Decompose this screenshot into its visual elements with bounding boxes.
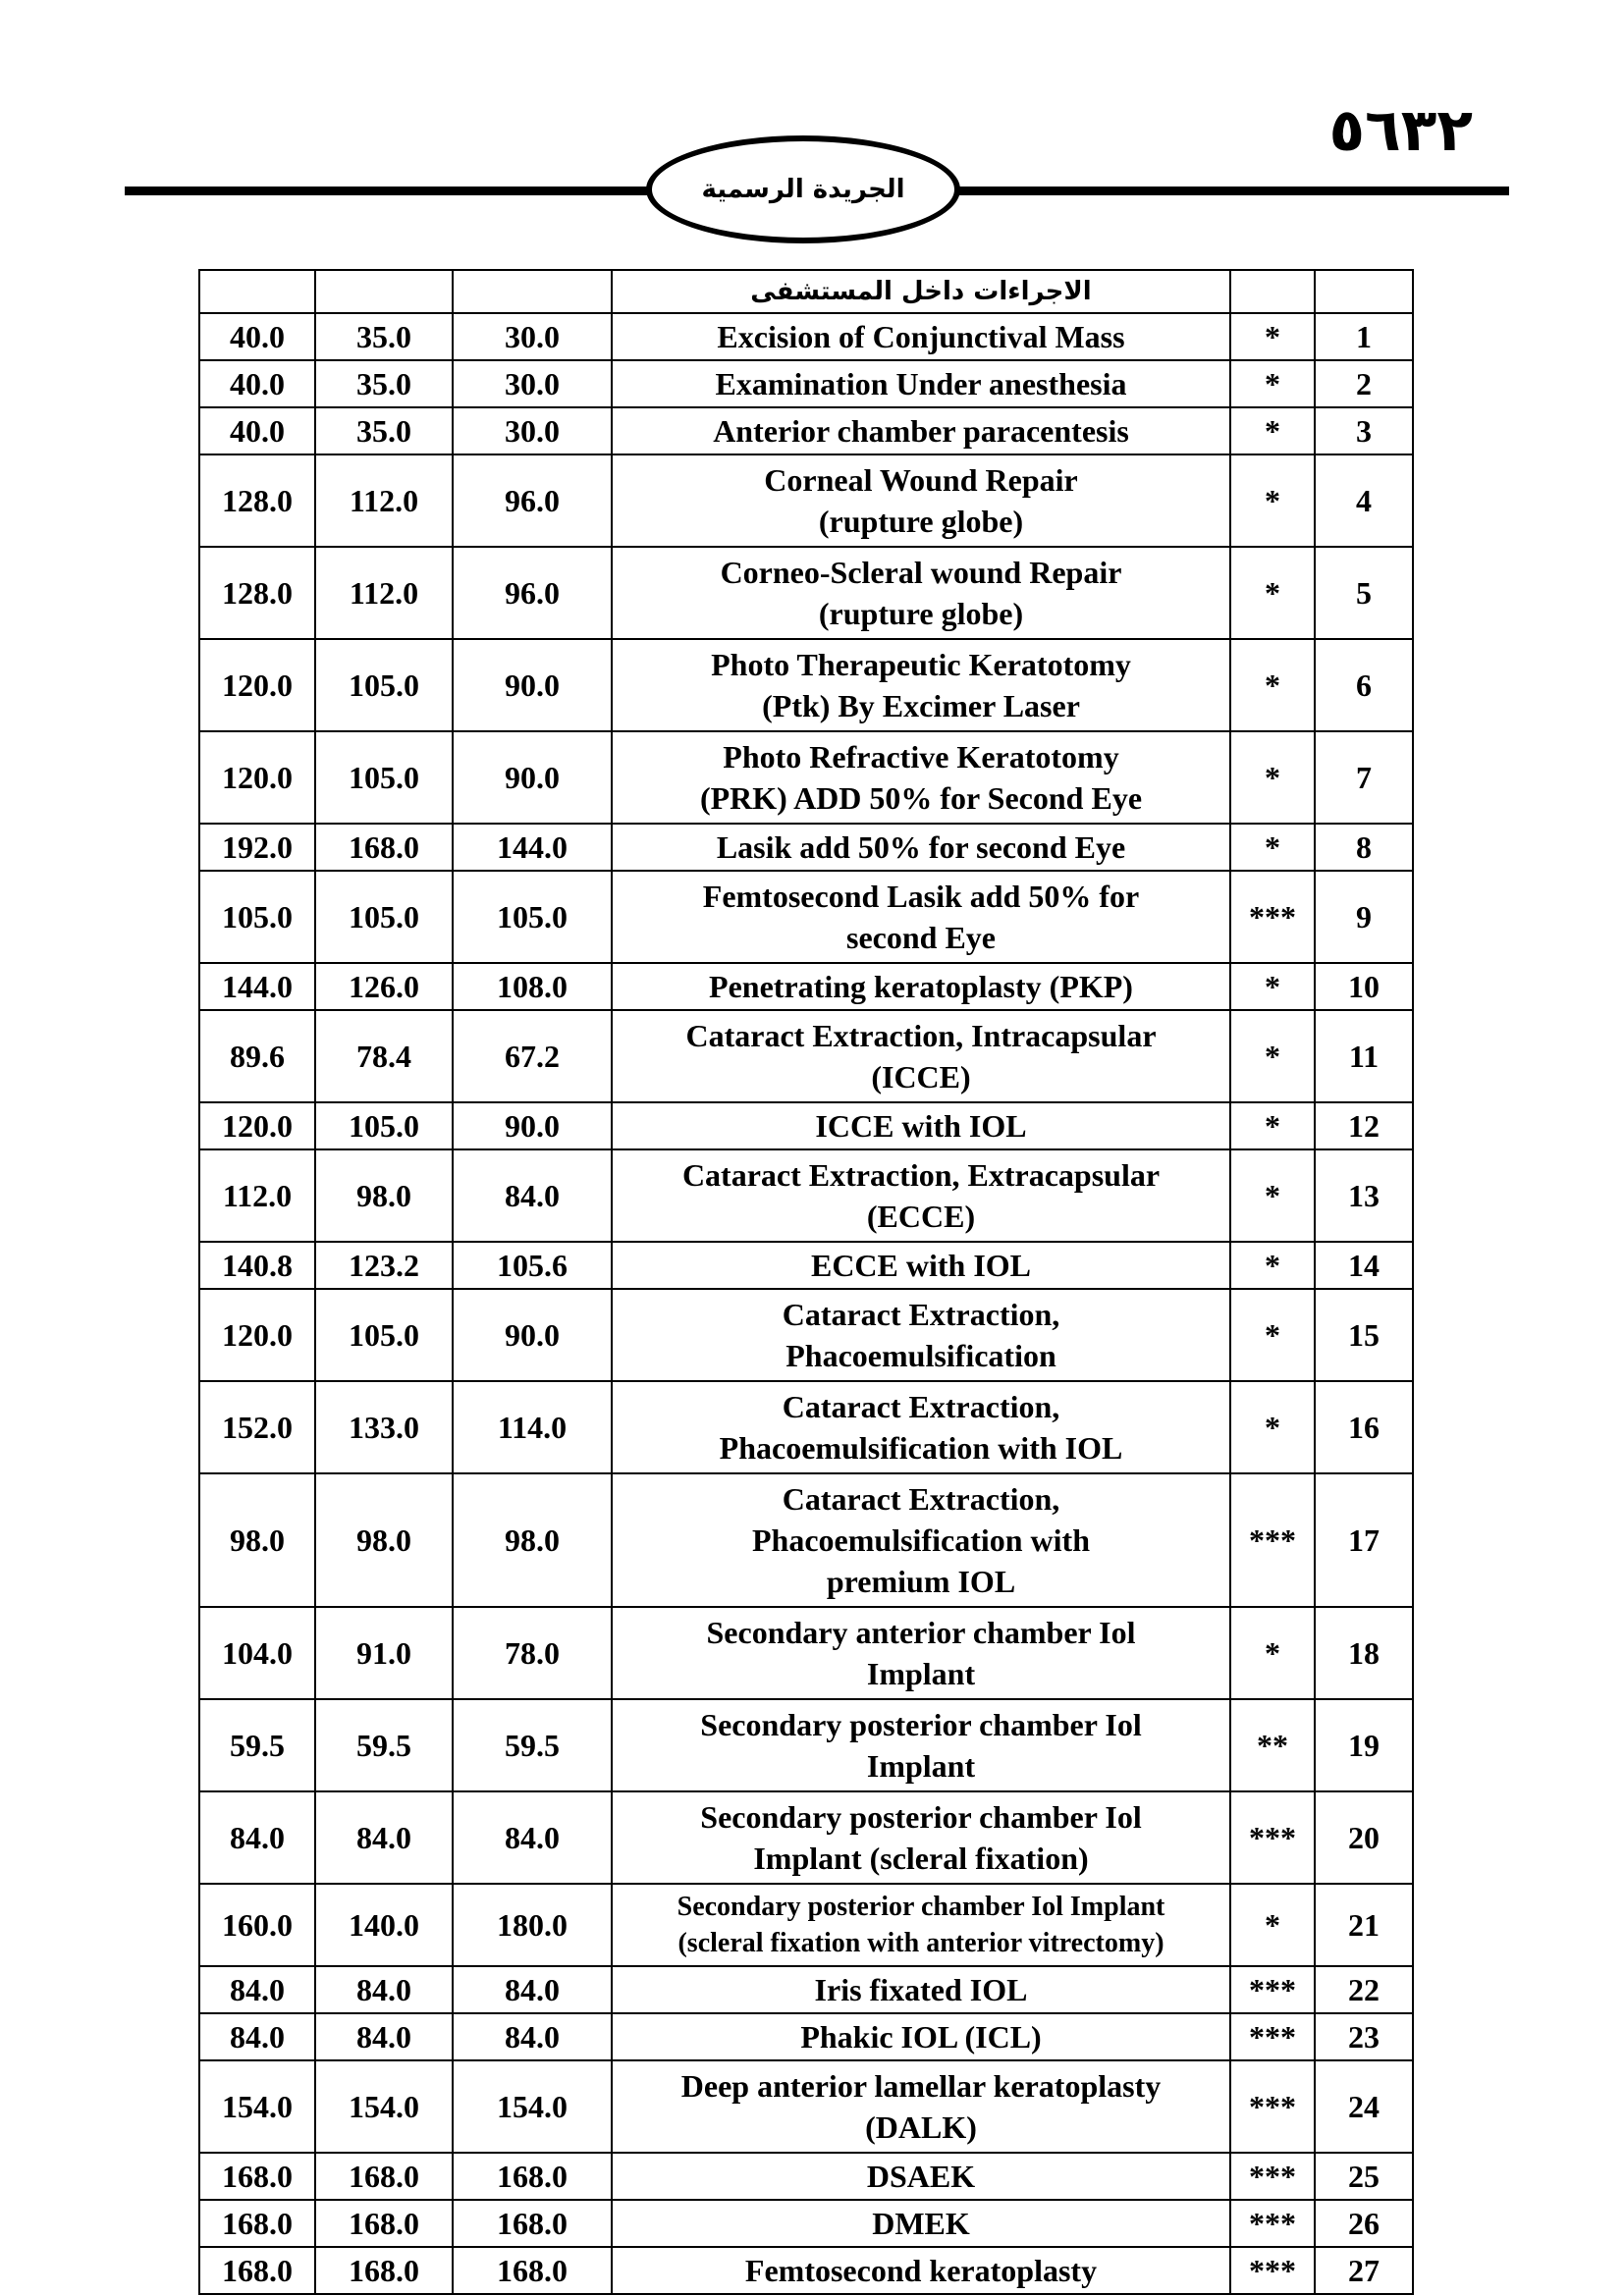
procedure-line: Implant bbox=[866, 1656, 976, 1691]
mark-cell: *** bbox=[1230, 1473, 1315, 1607]
page-number: ٥٦٣٢ bbox=[1328, 96, 1473, 165]
fee-cell-2: 168.0 bbox=[315, 824, 453, 871]
mark-cell: * bbox=[1230, 313, 1315, 360]
fee-cell-1: 90.0 bbox=[453, 1102, 612, 1149]
header-oval bbox=[646, 135, 960, 243]
procedure-line: Penetrating keratoplasty (PKP) bbox=[709, 969, 1133, 1004]
header-cell-empty bbox=[315, 270, 453, 313]
table-header-row bbox=[199, 270, 1413, 313]
mark-cell: *** bbox=[1230, 871, 1315, 963]
fee-cell-2: 84.0 bbox=[315, 1966, 453, 2013]
procedure-cell bbox=[612, 454, 1230, 547]
procedure-line: Phacoemulsification bbox=[785, 1338, 1056, 1373]
procedure-line: Excision of Conjunctival Mass bbox=[717, 319, 1125, 354]
mark-cell: * bbox=[1230, 547, 1315, 639]
procedure-cell bbox=[612, 1102, 1230, 1149]
fee-cell-1: 154.0 bbox=[453, 2060, 612, 2153]
newspaper-title: الجريدة الرسمية bbox=[701, 175, 905, 204]
fee-cell-3: 89.6 bbox=[199, 1010, 315, 1102]
procedure-cell bbox=[612, 1966, 1230, 2013]
procedure-line: (rupture globe) bbox=[818, 596, 1024, 631]
fee-cell-1: 30.0 bbox=[453, 313, 612, 360]
mark-cell: * bbox=[1230, 360, 1315, 407]
procedure-line: Secondary anterior chamber Iol bbox=[706, 1615, 1136, 1650]
fee-cell-2: 123.2 bbox=[315, 1242, 453, 1289]
procedure-line: (DALK) bbox=[865, 2109, 977, 2145]
procedure-line: Cataract Extraction, Extracapsular bbox=[681, 1157, 1161, 1193]
procedure-cell bbox=[612, 871, 1230, 963]
mark-cell: * bbox=[1230, 454, 1315, 547]
fee-cell-2: 35.0 bbox=[315, 360, 453, 407]
table-row bbox=[199, 1607, 1413, 1699]
table-row bbox=[199, 1242, 1413, 1289]
procedure-cell bbox=[612, 824, 1230, 871]
procedure-cell bbox=[612, 1791, 1230, 1884]
procedure-line: DMEK bbox=[872, 2206, 970, 2241]
row-number-cell: 18 bbox=[1315, 1607, 1413, 1699]
procedure-cell bbox=[612, 731, 1230, 824]
procedure-line: Lasik add 50% for second Eye bbox=[716, 829, 1126, 865]
fee-cell-1: 105.6 bbox=[453, 1242, 612, 1289]
row-number-cell: 25 bbox=[1315, 2153, 1413, 2200]
fee-cell-2: 84.0 bbox=[315, 2013, 453, 2060]
fee-cell-3: 105.0 bbox=[199, 871, 315, 963]
procedure-line: Iris fixated IOL bbox=[814, 1972, 1028, 2007]
row-number-cell: 21 bbox=[1315, 1884, 1413, 1966]
procedure-line: Photo Therapeutic Keratotomy bbox=[711, 647, 1131, 682]
fee-cell-3: 140.8 bbox=[199, 1242, 315, 1289]
table-row bbox=[199, 1699, 1413, 1791]
procedure-cell bbox=[612, 1289, 1230, 1381]
procedure-line: Cataract Extraction, bbox=[782, 1297, 1060, 1332]
procedure-line: Femtosecond Lasik add 50% for bbox=[702, 879, 1140, 914]
fee-cell-3: 128.0 bbox=[199, 547, 315, 639]
table-row bbox=[199, 824, 1413, 871]
table-row bbox=[199, 731, 1413, 824]
fee-cell-3: 120.0 bbox=[199, 1289, 315, 1381]
mark-cell: * bbox=[1230, 1010, 1315, 1102]
row-number-cell: 17 bbox=[1315, 1473, 1413, 1607]
procedure-line: Secondary posterior chamber Iol bbox=[700, 1799, 1142, 1835]
fee-cell-3: 84.0 bbox=[199, 1966, 315, 2013]
row-number-cell: 23 bbox=[1315, 2013, 1413, 2060]
fee-cell-1: 30.0 bbox=[453, 360, 612, 407]
fee-cell-1: 90.0 bbox=[453, 731, 612, 824]
row-number-cell: 12 bbox=[1315, 1102, 1413, 1149]
fee-cell-1: 180.0 bbox=[453, 1884, 612, 1966]
fee-cell-3: 40.0 bbox=[199, 360, 315, 407]
fee-cell-3: 128.0 bbox=[199, 454, 315, 547]
header-cell-empty bbox=[453, 270, 612, 313]
fee-cell-3: 104.0 bbox=[199, 1607, 315, 1699]
table-row bbox=[199, 547, 1413, 639]
row-number-cell: 26 bbox=[1315, 2200, 1413, 2247]
fee-cell-2: 84.0 bbox=[315, 1791, 453, 1884]
row-number-cell: 13 bbox=[1315, 1149, 1413, 1242]
fee-cell-1: 98.0 bbox=[453, 1473, 612, 1607]
row-number-cell: 8 bbox=[1315, 824, 1413, 871]
fee-cell-3: 120.0 bbox=[199, 731, 315, 824]
table-row bbox=[199, 1381, 1413, 1473]
fee-cell-1: 144.0 bbox=[453, 824, 612, 871]
fee-cell-1: 84.0 bbox=[453, 1966, 612, 2013]
procedure-line: (rupture globe) bbox=[818, 504, 1024, 539]
procedure-cell bbox=[612, 2200, 1230, 2247]
row-number-cell: 3 bbox=[1315, 407, 1413, 454]
mark-cell: * bbox=[1230, 1884, 1315, 1966]
mark-cell: * bbox=[1230, 1381, 1315, 1473]
fee-cell-2: 112.0 bbox=[315, 454, 453, 547]
mark-cell: *** bbox=[1230, 1966, 1315, 2013]
procedure-cell bbox=[612, 1607, 1230, 1699]
fee-cell-1: 84.0 bbox=[453, 1149, 612, 1242]
fee-cell-1: 108.0 bbox=[453, 963, 612, 1010]
table-row bbox=[199, 360, 1413, 407]
fee-cell-2: 133.0 bbox=[315, 1381, 453, 1473]
table-row bbox=[199, 313, 1413, 360]
procedure-line: Deep anterior lamellar keratoplasty bbox=[680, 2068, 1162, 2104]
mark-cell: * bbox=[1230, 824, 1315, 871]
fee-cell-1: 90.0 bbox=[453, 639, 612, 731]
procedure-cell bbox=[612, 2153, 1230, 2200]
procedure-line: Secondary posterior chamber Iol bbox=[700, 1707, 1142, 1742]
procedure-cell bbox=[612, 1884, 1230, 1966]
mark-cell: *** bbox=[1230, 2153, 1315, 2200]
procedure-line: Corneal Wound Repair bbox=[764, 462, 1078, 498]
fee-cell-2: 105.0 bbox=[315, 639, 453, 731]
row-number-cell: 20 bbox=[1315, 1791, 1413, 1884]
row-number-cell: 22 bbox=[1315, 1966, 1413, 2013]
fee-cell-2: 105.0 bbox=[315, 1289, 453, 1381]
procedure-line: Implant (scleral fixation) bbox=[753, 1841, 1089, 1876]
procedure-line: Secondary posterior chamber Iol Implant bbox=[677, 1892, 1165, 1922]
fee-cell-3: 168.0 bbox=[199, 2200, 315, 2247]
fee-cell-3: 120.0 bbox=[199, 1102, 315, 1149]
mark-cell: *** bbox=[1230, 2060, 1315, 2153]
procedure-cell bbox=[612, 313, 1230, 360]
mark-cell: *** bbox=[1230, 2200, 1315, 2247]
fee-cell-2: 105.0 bbox=[315, 731, 453, 824]
fee-cell-1: 168.0 bbox=[453, 2200, 612, 2247]
fee-cell-1: 84.0 bbox=[453, 1791, 612, 1884]
section-title: الاجراءات داخل المستشفى bbox=[612, 270, 1230, 313]
procedure-line: (ICCE) bbox=[871, 1059, 971, 1095]
fee-cell-3: 40.0 bbox=[199, 407, 315, 454]
table-row bbox=[199, 2153, 1413, 2200]
fee-cell-2: 91.0 bbox=[315, 1607, 453, 1699]
fee-cell-3: 144.0 bbox=[199, 963, 315, 1010]
procedure-cell bbox=[612, 1010, 1230, 1102]
table-row bbox=[199, 2200, 1413, 2247]
table-row bbox=[199, 1102, 1413, 1149]
fee-cell-2: 154.0 bbox=[315, 2060, 453, 2153]
mark-cell: * bbox=[1230, 407, 1315, 454]
fee-cell-3: 168.0 bbox=[199, 2247, 315, 2294]
procedure-line: Phacoemulsification with IOL bbox=[719, 1430, 1123, 1466]
fee-cell-2: 105.0 bbox=[315, 1102, 453, 1149]
fee-cell-2: 59.5 bbox=[315, 1699, 453, 1791]
row-number-cell: 6 bbox=[1315, 639, 1413, 731]
procedure-line: premium IOL bbox=[826, 1564, 1016, 1599]
fee-cell-3: 59.5 bbox=[199, 1699, 315, 1791]
row-number-cell: 5 bbox=[1315, 547, 1413, 639]
fee-cell-1: 90.0 bbox=[453, 1289, 612, 1381]
table-row bbox=[199, 871, 1413, 963]
procedure-line: Phacoemulsification with bbox=[752, 1522, 1090, 1558]
fee-cell-3: 192.0 bbox=[199, 824, 315, 871]
procedure-line: Corneo-Scleral wound Repair bbox=[720, 555, 1122, 590]
fee-cell-3: 168.0 bbox=[199, 2153, 315, 2200]
fee-cell-1: 96.0 bbox=[453, 454, 612, 547]
fee-cell-1: 84.0 bbox=[453, 2013, 612, 2060]
table-row bbox=[199, 1473, 1413, 1607]
fee-cell-3: 112.0 bbox=[199, 1149, 315, 1242]
table-row bbox=[199, 1149, 1413, 1242]
header-cell-empty bbox=[1230, 270, 1315, 313]
fee-cell-1: 78.0 bbox=[453, 1607, 612, 1699]
row-number-cell: 2 bbox=[1315, 360, 1413, 407]
fee-cell-1: 105.0 bbox=[453, 871, 612, 963]
table-row bbox=[199, 1010, 1413, 1102]
procedure-line: (scleral fixation with anterior vitrectomy) bbox=[677, 1928, 1164, 1958]
fee-cell-2: 35.0 bbox=[315, 313, 453, 360]
fee-cell-2: 98.0 bbox=[315, 1149, 453, 1242]
table-row bbox=[199, 454, 1413, 547]
fee-cell-3: 152.0 bbox=[199, 1381, 315, 1473]
mark-cell: *** bbox=[1230, 1791, 1315, 1884]
procedure-line: Anterior chamber paracentesis bbox=[713, 413, 1129, 449]
fee-cell-3: 98.0 bbox=[199, 1473, 315, 1607]
procedure-line: Cataract Extraction, Intracapsular bbox=[685, 1018, 1157, 1053]
procedure-line: Cataract Extraction, bbox=[782, 1389, 1060, 1424]
row-number-cell: 10 bbox=[1315, 963, 1413, 1010]
table-row bbox=[199, 1884, 1413, 1966]
mark-cell: *** bbox=[1230, 2247, 1315, 2294]
procedure-cell bbox=[612, 1242, 1230, 1289]
table-row bbox=[199, 639, 1413, 731]
fee-cell-2: 140.0 bbox=[315, 1884, 453, 1966]
row-number-cell: 15 bbox=[1315, 1289, 1413, 1381]
procedure-line: Implant bbox=[866, 1748, 976, 1784]
procedure-line: (Ptk) By Excimer Laser bbox=[762, 688, 1080, 723]
table-row bbox=[199, 2247, 1413, 2294]
procedure-cell bbox=[612, 2060, 1230, 2153]
fee-cell-1: 114.0 bbox=[453, 1381, 612, 1473]
mark-cell: * bbox=[1230, 731, 1315, 824]
procedure-cell bbox=[612, 1381, 1230, 1473]
mark-cell: ** bbox=[1230, 1699, 1315, 1791]
fee-cell-2: 112.0 bbox=[315, 547, 453, 639]
procedure-line: ECCE with IOL bbox=[810, 1248, 1032, 1283]
row-number-cell: 14 bbox=[1315, 1242, 1413, 1289]
procedure-cell bbox=[612, 360, 1230, 407]
procedure-cell bbox=[612, 547, 1230, 639]
fee-cell-1: 168.0 bbox=[453, 2247, 612, 2294]
procedure-cell bbox=[612, 2247, 1230, 2294]
row-number-cell: 19 bbox=[1315, 1699, 1413, 1791]
fee-cell-3: 154.0 bbox=[199, 2060, 315, 2153]
procedure-cell bbox=[612, 1149, 1230, 1242]
row-number-cell: 11 bbox=[1315, 1010, 1413, 1102]
procedure-line: (ECCE) bbox=[866, 1199, 976, 1234]
fee-cell-2: 98.0 bbox=[315, 1473, 453, 1607]
fee-cell-3: 160.0 bbox=[199, 1884, 315, 1966]
table-row bbox=[199, 1791, 1413, 1884]
fee-cell-3: 120.0 bbox=[199, 639, 315, 731]
fee-cell-1: 67.2 bbox=[453, 1010, 612, 1102]
fee-cell-2: 78.4 bbox=[315, 1010, 453, 1102]
procedure-cell bbox=[612, 639, 1230, 731]
mark-cell: * bbox=[1230, 639, 1315, 731]
mark-cell: * bbox=[1230, 963, 1315, 1010]
procedure-cell bbox=[612, 1473, 1230, 1607]
mark-cell: * bbox=[1230, 1149, 1315, 1242]
mark-cell: * bbox=[1230, 1242, 1315, 1289]
procedures-fee-table bbox=[198, 269, 1414, 2295]
fee-cell-3: 40.0 bbox=[199, 313, 315, 360]
row-number-cell: 1 bbox=[1315, 313, 1413, 360]
row-number-cell: 9 bbox=[1315, 871, 1413, 963]
fee-cell-2: 105.0 bbox=[315, 871, 453, 963]
fee-cell-2: 168.0 bbox=[315, 2247, 453, 2294]
mark-cell: * bbox=[1230, 1289, 1315, 1381]
row-number-cell: 27 bbox=[1315, 2247, 1413, 2294]
header-cell-empty bbox=[199, 270, 315, 313]
mark-cell: *** bbox=[1230, 2013, 1315, 2060]
row-number-cell: 4 bbox=[1315, 454, 1413, 547]
mark-cell: * bbox=[1230, 1607, 1315, 1699]
procedure-cell bbox=[612, 2013, 1230, 2060]
mark-cell: * bbox=[1230, 1102, 1315, 1149]
procedure-cell bbox=[612, 1699, 1230, 1791]
row-number-cell: 16 bbox=[1315, 1381, 1413, 1473]
procedure-cell bbox=[612, 407, 1230, 454]
procedure-line: Cataract Extraction, bbox=[782, 1481, 1060, 1517]
fee-cell-1: 59.5 bbox=[453, 1699, 612, 1791]
fee-cell-3: 84.0 bbox=[199, 1791, 315, 1884]
procedure-line: Femtosecond keratoplasty bbox=[744, 2253, 1098, 2288]
procedure-line: DSAEK bbox=[866, 2159, 976, 2194]
table-row bbox=[199, 1966, 1413, 2013]
fee-cell-3: 84.0 bbox=[199, 2013, 315, 2060]
procedure-line: Phakic IOL (ICL) bbox=[800, 2019, 1042, 2055]
table-row bbox=[199, 2060, 1413, 2153]
fee-cell-2: 35.0 bbox=[315, 407, 453, 454]
table-row bbox=[199, 963, 1413, 1010]
fee-cell-2: 168.0 bbox=[315, 2200, 453, 2247]
procedure-line: Examination Under anesthesia bbox=[715, 366, 1127, 401]
fee-cell-1: 168.0 bbox=[453, 2153, 612, 2200]
fee-cell-1: 96.0 bbox=[453, 547, 612, 639]
procedure-cell bbox=[612, 963, 1230, 1010]
table-body bbox=[199, 270, 1413, 2294]
table-row bbox=[199, 1289, 1413, 1381]
header-cell-empty bbox=[1315, 270, 1413, 313]
row-number-cell: 7 bbox=[1315, 731, 1413, 824]
fee-cell-1: 30.0 bbox=[453, 407, 612, 454]
procedure-line: second Eye bbox=[846, 920, 996, 955]
procedure-line: ICCE with IOL bbox=[815, 1108, 1027, 1144]
procedure-line: (PRK) ADD 50% for Second Eye bbox=[699, 780, 1143, 816]
table-row bbox=[199, 2013, 1413, 2060]
fee-cell-2: 168.0 bbox=[315, 2153, 453, 2200]
procedure-line: Photo Refractive Keratotomy bbox=[723, 739, 1119, 774]
table-row bbox=[199, 407, 1413, 454]
row-number-cell: 24 bbox=[1315, 2060, 1413, 2153]
fee-cell-2: 126.0 bbox=[315, 963, 453, 1010]
